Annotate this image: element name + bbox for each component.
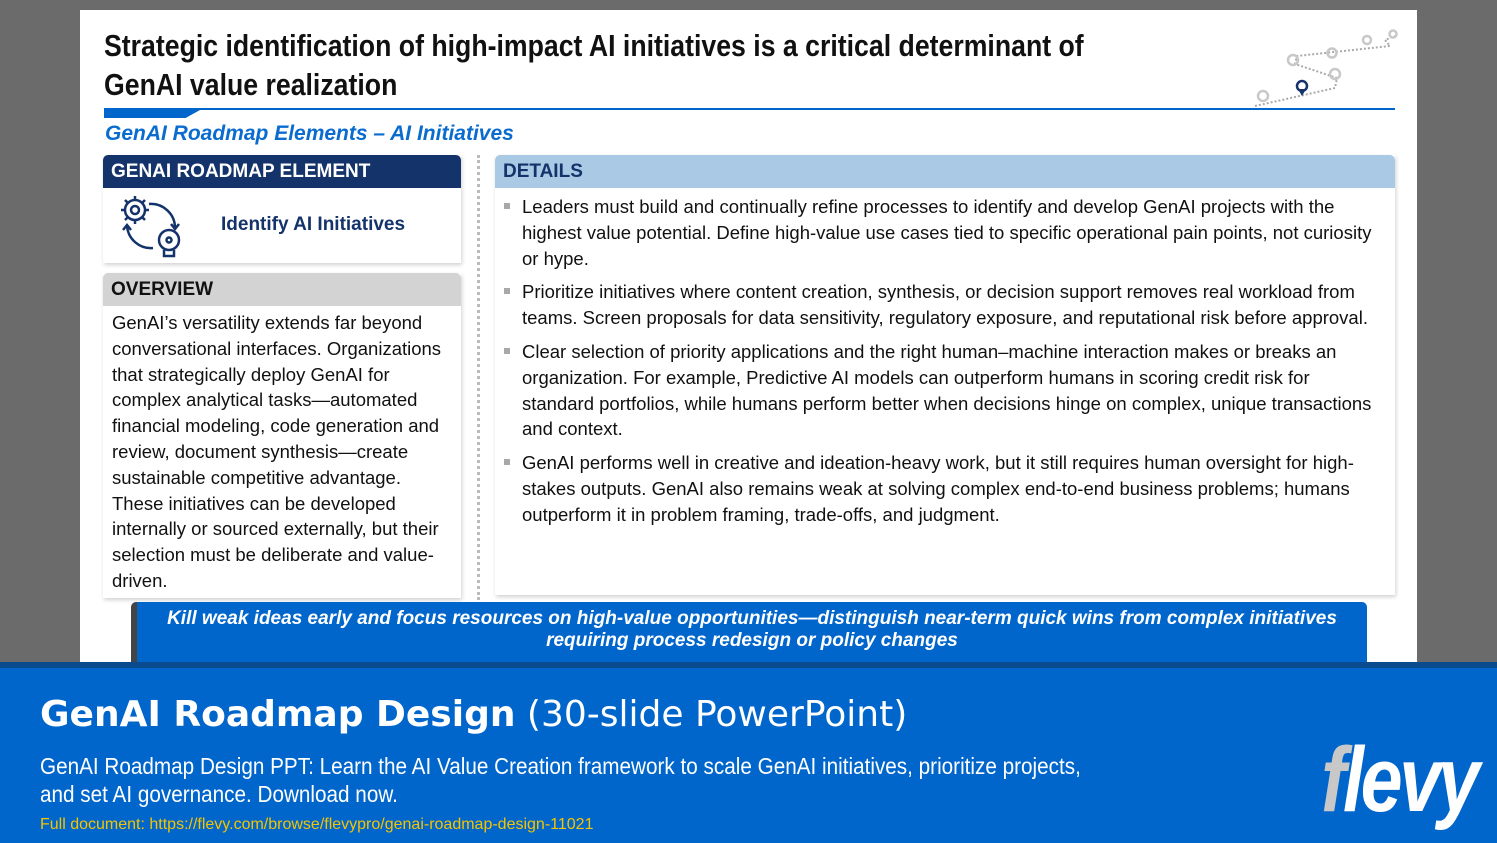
detail-bullet: GenAI performs well in creative and ideation-heavy work, but it still requires human oversight for high-stakes outputs. GenAI also remains weak at solving complex end-to-end business problems; humans outperform it in problem framing, trade-offs, and judgment. xyxy=(503,450,1383,527)
element-label: Identify AI Initiatives xyxy=(221,214,406,235)
title-rule xyxy=(104,108,1395,110)
overview-panel xyxy=(103,273,461,598)
banner-title-rest: (30-slide PowerPoint) xyxy=(515,694,908,735)
slide xyxy=(80,10,1417,670)
element-panel xyxy=(103,155,461,263)
logo-f: f xyxy=(1321,729,1344,831)
overview-header: OVERVIEW xyxy=(103,273,461,306)
key-takeaway-callout: Kill weak ideas early and focus resources on high-value opportunities—distinguish near-term quick wins from complex initiatives requiring process redesign or policy changes xyxy=(131,602,1367,670)
document-link[interactable]: Full document: https://flevy.com/browse/flevypro/genai-roadmap-design-11021 xyxy=(40,816,594,833)
promo-banner xyxy=(0,662,1497,843)
section-subtitle: GenAI Roadmap Elements – AI Initiatives xyxy=(105,122,514,145)
detail-bullet: Clear selection of priority applications and the right human–machine interaction makes or breaks an organization. For example, Predictive AI models can outperform humans in scoring credit risk for standard portfolios, while humans perform better when decisions hinge on complex, unique transactions and context. xyxy=(503,339,1383,442)
slide-title: Strategic identification of high-impact AI initiatives is a critical determinant of GenAI value realization xyxy=(104,28,1084,102)
divider xyxy=(477,155,480,600)
logo-rest: levy xyxy=(1343,729,1477,831)
detail-bullet: Prioritize initiatives where content creation, synthesis, or decision support removes real workload from teams. Screen proposals for data sensitivity, regulatory exposure, and reputational risk before approval. xyxy=(503,279,1383,331)
banner-title xyxy=(40,694,907,735)
banner-title-bold: GenAI Roadmap Design xyxy=(40,694,516,735)
element-header: GENAI ROADMAP ELEMENT xyxy=(103,155,461,188)
flevy-logo[interactable] xyxy=(1321,729,1477,831)
overview-text: GenAI’s versatility extends far beyond conversational interfaces. Organizations that strategically deploy GenAI for complex analytical tasks—automated financial modeling, code generation and review, document synthesis—create sustainable competitive advantage. These initiatives can be developed internally or sourced externally, but their selection must be deliberate and value-driven. xyxy=(112,312,442,591)
detail-bullet: Leaders must build and continually refine processes to identify and develop GenAI projects with the highest value potential. Define high-value use cases tied to specific operational pain points, not curiosity or hype. xyxy=(503,194,1383,271)
gear-lightbulb-cycle-icon xyxy=(119,194,189,258)
title-rule-accent xyxy=(104,110,200,118)
details-header: DETAILS xyxy=(495,155,1395,188)
roadmap-path-icon xyxy=(1245,28,1405,110)
details-panel xyxy=(495,155,1395,595)
banner-description: GenAI Roadmap Design PPT: Learn the AI Value Creation framework to scale GenAI initiatives, prioritize projects, and set AI governance. Download now. xyxy=(40,753,1081,807)
